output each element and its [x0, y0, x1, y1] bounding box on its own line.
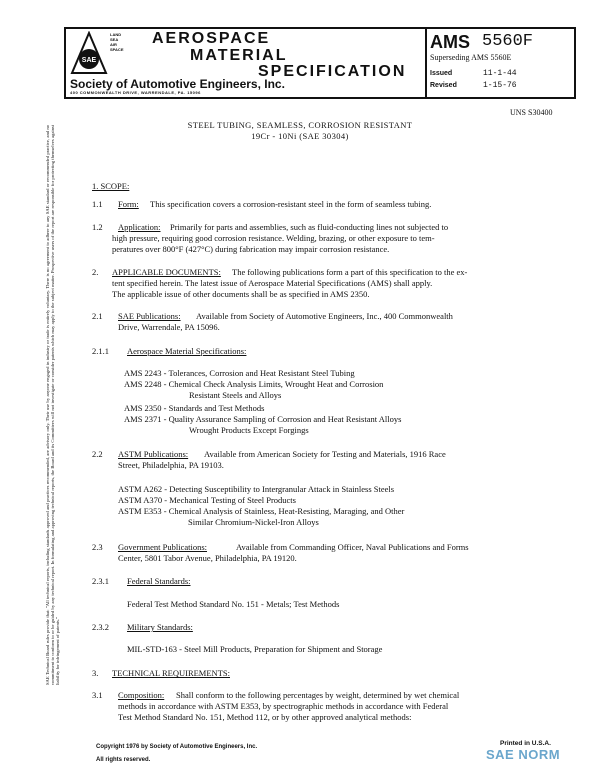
section-1-2-line3: peratures over 800°F (427°C) during fabrication may impair corrosion resistance.: [112, 244, 390, 254]
logo-word: SPACE: [110, 47, 124, 52]
section-2-head: APPLICABLE DOCUMENTS:: [112, 267, 221, 277]
society-name: Society of Automotive Engineers, Inc.: [70, 77, 285, 91]
ams-number: 5560F: [482, 32, 534, 51]
section-2-1-line1: Available from Society of Automotive Engineers, Inc., 400 Commonwealth: [196, 311, 453, 321]
sae-logo: [70, 31, 108, 77]
side-note: SAE Technical Board rules provide that: "All technical reports, including standards approved and practices recommended, are advisory only. Their use by anyone engaged in industry or trade is entirely voluntary. There is no agreement to adhere to any SAE standard or recommended practice, and no commitment to conform to or be guided by any technical report. In formulating and approving technical reports, the Board and its Committees will not investigate or consider patents which may apply to the subject matter. Prospective users of the report are responsible for protecting themselves against liability for infringement of patents.": [45, 125, 61, 685]
section-2-line2: tent specified herein. The latest issue of Aerospace Material Specifications (AMS) shall apply.: [112, 278, 433, 288]
section-1-2-line2: high pressure, requiring good corrosion resistance. Welding, brazing, or other exposure to tem-: [112, 233, 435, 243]
footer-copyright: Copyright 1976 by Society of Automotive Engineers, Inc.: [96, 744, 258, 750]
section-3-1-line1: Shall conform to the following percentages by weight, determined by wet chemical: [176, 690, 460, 700]
section-2-line1: The following publications form a part of this specification to the ex-: [232, 267, 468, 277]
title-aerospace: AEROSPACE: [152, 30, 271, 47]
footer-rights: All rights reserved.: [96, 757, 151, 763]
logo-word: LAND: [110, 32, 122, 37]
section-2-1-head: SAE Publications:: [118, 311, 181, 321]
military-ref: MIL-STD-163 - Steel Mill Products, Preparation for Shipment and Storage: [127, 644, 383, 654]
section-2-1-1-head: Aerospace Material Specifications:: [127, 346, 247, 356]
header-divider: [425, 27, 427, 99]
section-1-2-line1: Primarily for parts and assemblies, such as fluid-conducting lines not subjected to: [170, 222, 449, 232]
section-2-3-line1: Available from Commanding Officer, Naval Publications and Forms: [236, 542, 469, 552]
society-address: 400 COMMONWEALTH DRIVE, WARRENDALE, PA. 15096: [70, 90, 201, 95]
section-1-scope: 1. SCOPE:: [92, 181, 130, 191]
logo-word: AIR: [110, 42, 117, 47]
ams-ref: AMS 2350 - Standards and Test Methods: [124, 403, 265, 413]
section-1-1-num: 1.1: [92, 199, 103, 209]
title-specification: SPECIFICATION: [258, 63, 407, 80]
ams-ref: Wrought Products Except Forgings: [189, 425, 309, 435]
section-2-2-line1: Available from American Society for Testing and Materials, 1916 Race: [204, 449, 446, 459]
section-1-1-text: This specification covers a corrosion-resistant steel in the form of seamless tubing.: [150, 199, 432, 209]
section-2-1-num: 2.1: [92, 311, 103, 321]
ams-ref: AMS 2243 - Tolerances, Corrosion and Heat Resistant Steel Tubing: [124, 368, 355, 378]
section-3-1-head: Composition:: [118, 690, 165, 700]
ams-ref: AMS 2248 - Chemical Check Analysis Limits, Wrought Heat and Corrosion: [124, 379, 384, 389]
uns-number: UNS S30400: [510, 108, 553, 117]
astm-ref: ASTM E353 - Chemical Analysis of Stainless, Heat-Resisting, Maraging, and Other: [118, 506, 405, 516]
section-2-3-1-head: Federal Standards:: [127, 576, 191, 586]
section-2-3-2-head: Military Standards:: [127, 622, 193, 632]
revised-date: 1-15-76: [483, 81, 517, 90]
section-2-3-1-num: 2.3.1: [92, 576, 109, 586]
section-3-head: TECHNICAL REQUIREMENTS:: [112, 668, 230, 678]
astm-ref: Similar Chromium-Nickel-Iron Alloys: [188, 517, 319, 527]
section-2-3-line2: Center, 5801 Tabor Avenue, Philadelphia, PA 19120.: [118, 553, 297, 563]
section-3-1-line2: methods in accordance with ASTM E353, by spectrographic methods in accordance with Federal: [118, 701, 449, 711]
section-2-num: 2.: [92, 267, 99, 277]
section-1-2-head: Application:: [118, 222, 161, 232]
section-2-3-num: 2.3: [92, 542, 103, 552]
section-1-2-num: 1.2: [92, 222, 103, 232]
footer-printed: Printed in U.S.A.: [500, 740, 551, 747]
issued-date: 11-1-44: [483, 69, 517, 78]
section-2-3-head: Government Publications:: [118, 542, 208, 552]
superseding: Superseding AMS 5560E: [430, 53, 512, 62]
section-2-line3: The applicable issue of other documents shall be as specified in AMS 2350.: [112, 289, 370, 299]
revised-label: Revised: [430, 82, 457, 89]
federal-ref: Federal Test Method Standard No. 151 - Metals; Test Methods: [127, 599, 340, 609]
ams-ref: AMS 2371 - Quality Assurance Sampling of Corrosion and Heat Resistant Alloys: [124, 414, 402, 424]
section-2-2-line2: Street, Philadelphia, PA 19103.: [118, 460, 224, 470]
logo-word: SEA: [110, 37, 119, 42]
issued-label: Issued: [430, 70, 453, 77]
watermark: SAE NORM: [486, 747, 561, 762]
section-2-1-line2: Drive, Warrendale, PA 15096.: [118, 322, 220, 332]
section-2-1-1-num: 2.1.1: [92, 346, 109, 356]
document-title-line1: STEEL TUBING, SEAMLESS, CORROSION RESISTANT: [187, 120, 413, 130]
section-2-2-head: ASTM Publications:: [118, 449, 189, 459]
astm-ref: ASTM A370 - Mechanical Testing of Steel Products: [118, 495, 296, 505]
section-3-num: 3.: [92, 668, 99, 678]
section-2-3-2-num: 2.3.2: [92, 622, 109, 632]
logo-words: [110, 32, 123, 52]
document-title-line2: 19Cr - 10Ni (SAE 30304): [251, 131, 349, 141]
astm-ref: ASTM A262 - Detecting Susceptibility to Intergranular Attack in Stainless Steels: [118, 484, 395, 494]
ams-ref: Resistant Steels and Alloys: [189, 390, 282, 400]
section-1-1-head: Form:: [118, 199, 139, 209]
title-material: MATERIAL: [190, 47, 288, 64]
logo-text: SAE: [81, 57, 97, 64]
section-2-2-num: 2.2: [92, 449, 103, 459]
ams-label: AMS: [430, 32, 470, 52]
document-title: [100, 120, 500, 142]
section-3-1-line3: Test Method Standard No. 151, Method 112, or by other approved analytical methods:: [118, 712, 412, 722]
section-3-1-num: 3.1: [92, 690, 103, 700]
